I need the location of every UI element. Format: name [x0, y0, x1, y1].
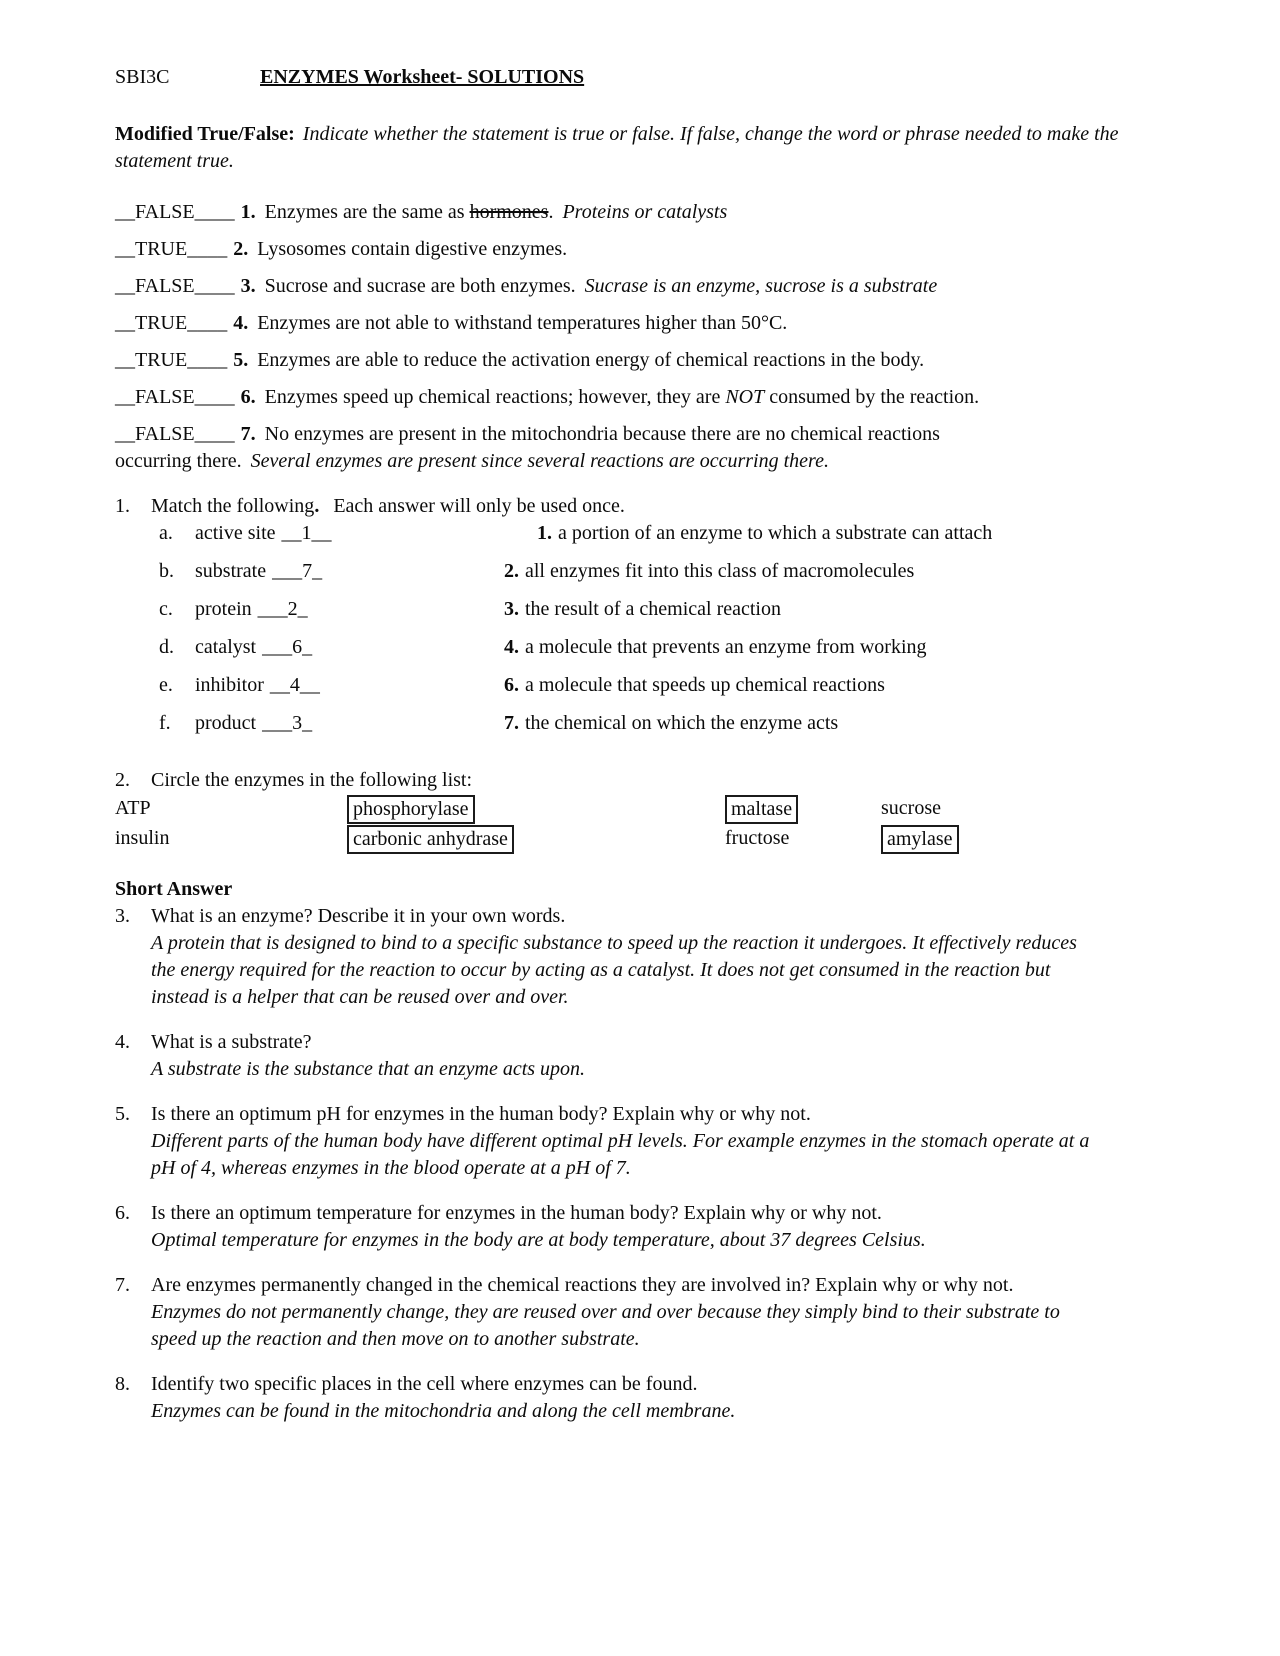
tf-item-6 — [115, 384, 1165, 411]
tf-text-line2: occurring there. — [115, 450, 242, 472]
tf-text: Enzymes speed up chemical reactions; however, they are — [264, 386, 726, 408]
word-insulin: insulin — [115, 827, 170, 849]
answer-text: Different parts of the human body have different optimal pH levels. For example enzymes in the stomach operate at a pH of 4, whereas enzymes in the blood operate at a pH of 7. — [151, 1130, 1090, 1179]
match-row-a — [115, 520, 1232, 547]
question-number: 2. — [115, 769, 130, 791]
match-def-number: 7. — [504, 712, 519, 734]
match-def-text: the chemical on which the enzyme acts — [525, 712, 839, 734]
match-term — [195, 558, 504, 585]
doc-header — [115, 64, 1232, 91]
answer-text: Optimal temperature for enzymes in the body are at body temperature, about 37 degrees Celsius. — [151, 1229, 926, 1251]
answer-text: Enzymes can be found in the mitochondria and along the cell membrane. — [151, 1400, 736, 1422]
short-answer-q6 — [115, 1200, 1232, 1254]
match-definition — [504, 596, 781, 623]
question-row — [115, 903, 1165, 930]
short-answer-q5 — [115, 1101, 1232, 1182]
match-letter: b. — [159, 560, 174, 582]
tf-item-1 — [115, 199, 1165, 226]
tf-text: Enzymes are not able to withstand temperatures higher than 50°C. — [257, 312, 788, 334]
word-maltase-circled: maltase — [725, 795, 798, 824]
question-number: 1. — [115, 495, 130, 517]
question-text: Is there an optimum temperature for enzymes in the human body? Explain why or why not. — [151, 1202, 882, 1224]
tf-answer-blank: __TRUE____ — [115, 349, 228, 371]
question-number: 8. — [115, 1373, 130, 1395]
match-def-number: 6. — [504, 674, 519, 696]
match-definition — [504, 672, 885, 699]
tf-text: Lysosomes contain digestive enzymes. — [257, 238, 568, 260]
match-answer-blank: ___6_ — [262, 636, 313, 658]
tf-correction: Proteins or catalysts — [562, 201, 728, 223]
match-row-c — [115, 596, 1232, 623]
short-answer-q8 — [115, 1371, 1232, 1425]
word-sucrose: sucrose — [881, 797, 941, 819]
tf-text-after: consumed by the reaction. — [764, 386, 980, 408]
page-title: ENZYMES Worksheet- SOLUTIONS — [260, 66, 585, 88]
course-code: SBI3C — [115, 66, 170, 88]
match-row-e — [115, 672, 1232, 699]
tf-answer-blank: __TRUE____ — [115, 238, 228, 260]
truefalse-intro — [115, 121, 1170, 175]
match-answer-blank: ___3_ — [262, 712, 313, 734]
tf-item-2 — [115, 236, 1165, 263]
match-def-text: a molecule that speeds up chemical reactions — [525, 674, 885, 696]
match-term-text: inhibitor — [195, 674, 264, 696]
word-phosphorylase-circled: phosphorylase — [347, 795, 475, 824]
tf-answer-blank: __FALSE____ — [115, 386, 235, 408]
match-answer-blank: ___2_ — [257, 598, 308, 620]
answer-text: Enzymes do not permanently change, they are reused over and over because they simply bind to their substrate to speed up the reaction and then move on to another substrate. — [151, 1301, 1060, 1350]
match-row-f — [115, 710, 1232, 737]
tf-text-after: . — [548, 201, 554, 223]
circle-prompt-row — [115, 767, 1232, 794]
match-letter: a. — [159, 522, 173, 544]
tf-struck-word: hormones — [469, 201, 549, 223]
question-text: What is an enzyme? Describe it in your own words. — [151, 905, 566, 927]
circle-section — [115, 767, 1232, 854]
matching-section — [115, 493, 1232, 737]
tf-item-4 — [115, 310, 1165, 337]
match-term — [195, 710, 504, 737]
tf-emphasis-word: NOT — [725, 386, 765, 408]
tf-text: Enzymes are the same as — [264, 201, 470, 223]
question-number: 6. — [115, 1202, 130, 1224]
word-atp: ATP — [115, 797, 151, 819]
match-def-text: a molecule that prevents an enzyme from working — [525, 636, 927, 658]
word-phosphorylase-cell — [347, 794, 725, 824]
tf-correction: Several enzymes are present since several reactions are occurring there. — [250, 450, 829, 472]
tf-number: 7. — [240, 423, 256, 445]
tf-number: 6. — [240, 386, 256, 408]
truefalse-instructions: Indicate whether the statement is true or false. If false, change the word or phrase needed to make the statement true. — [115, 123, 1119, 172]
question-number: 5. — [115, 1103, 130, 1125]
tf-item-3 — [115, 273, 1165, 300]
match-definition — [504, 558, 914, 585]
match-answer-blank: __4__ — [269, 674, 320, 696]
word-amylase-cell — [881, 824, 959, 854]
tf-answer-blank: __FALSE____ — [115, 423, 235, 445]
question-row — [115, 1272, 1165, 1299]
match-term-text: protein — [195, 598, 252, 620]
match-def-text: a portion of an enzyme to which a substrate can attach — [558, 522, 993, 544]
tf-text: Sucrose and sucrase are both enzymes. — [264, 275, 576, 297]
word-amylase-circled: amylase — [881, 825, 959, 854]
tf-text: No enzymes are present in the mitochondria because there are no chemical reactions — [264, 423, 940, 445]
word-row-1 — [115, 794, 1232, 824]
question-row — [115, 1029, 1165, 1056]
question-text: Identify two specific places in the cell where enzymes can be found. — [151, 1373, 698, 1395]
question-number: 7. — [115, 1274, 130, 1296]
match-term — [195, 634, 504, 661]
match-def-text: all enzymes fit into this class of macromolecules — [525, 560, 915, 582]
match-answer-blank: ___7_ — [272, 560, 323, 582]
short-answer-q4 — [115, 1029, 1232, 1083]
matching-prompt-text: Match the following — [151, 495, 315, 517]
match-definition — [504, 634, 927, 661]
tf-item-5 — [115, 347, 1165, 374]
match-def-number: 2. — [504, 560, 519, 582]
tf-correction: Sucrase is an enzyme, sucrose is a substrate — [584, 275, 938, 297]
match-term — [195, 672, 504, 699]
matching-prompt — [151, 493, 625, 520]
tf-number: 2. — [233, 238, 249, 260]
match-def-text: the result of a chemical reaction — [525, 598, 781, 620]
match-def-number: 4. — [504, 636, 519, 658]
short-answer-q3 — [115, 903, 1232, 1011]
tf-number: 1. — [240, 201, 256, 223]
question-row — [115, 1101, 1165, 1128]
short-answer-q7 — [115, 1272, 1232, 1353]
word-carbonic-anhydrase-circled: carbonic anhydrase — [347, 825, 514, 854]
match-letter: e. — [159, 674, 173, 696]
match-term-text: active site — [195, 522, 276, 544]
tf-answer-blank: __FALSE____ — [115, 275, 235, 297]
question-number: 3. — [115, 905, 130, 927]
word-maltase-cell — [725, 794, 881, 824]
word-row-2 — [115, 824, 1232, 854]
question-number: 4. — [115, 1031, 130, 1053]
tf-answer-blank: __TRUE____ — [115, 312, 228, 334]
match-letter: f. — [159, 712, 171, 734]
tf-answer-blank: __FALSE____ — [115, 201, 235, 223]
match-def-number: 1. — [537, 522, 552, 544]
tf-item-7 — [115, 421, 1165, 475]
match-answer-blank: __1__ — [281, 522, 332, 544]
word-carbonic-anhydrase-cell — [347, 824, 725, 854]
match-term-text: product — [195, 712, 257, 734]
matching-prompt-dot: . — [314, 495, 320, 517]
tf-text: Enzymes are able to reduce the activation energy of chemical reactions in the body. — [257, 349, 925, 371]
question-text: What is a substrate? — [151, 1031, 312, 1053]
match-term-text: catalyst — [195, 636, 257, 658]
match-term — [195, 596, 504, 623]
matching-prompt-row — [115, 493, 1232, 520]
match-letter: d. — [159, 636, 174, 658]
match-row-b — [115, 558, 1232, 585]
word-fructose: fructose — [725, 827, 790, 849]
question-row — [115, 1200, 1165, 1227]
truefalse-heading: Modified True/False: — [115, 123, 295, 145]
answer-text: A protein that is designed to bind to a specific substance to speed up the reaction it undergoes. It effectively reduces the energy required for the reaction to occur by acting as a catalyst. It does not get consumed in the reaction but instead is a helper that can be reused over and over. — [151, 932, 1077, 1008]
match-row-d — [115, 634, 1232, 661]
question-text: Is there an optimum pH for enzymes in the human body? Explain why or why not. — [151, 1103, 811, 1125]
circle-prompt: Circle the enzymes in the following list: — [151, 769, 473, 791]
match-definition — [537, 520, 992, 547]
match-definition — [504, 710, 838, 737]
short-answer-heading: Short Answer — [115, 878, 233, 900]
answer-text: A substrate is the substance that an enzyme acts upon. — [151, 1058, 586, 1080]
match-term — [195, 520, 504, 547]
tf-number: 3. — [240, 275, 256, 297]
matching-prompt2-text: Each answer will only be used once. — [333, 495, 625, 517]
tf-number: 4. — [233, 312, 249, 334]
question-text: Are enzymes permanently changed in the chemical reactions they are involved in? Explain why or why not. — [151, 1274, 1014, 1296]
match-letter: c. — [159, 598, 173, 620]
match-term-text: substrate — [195, 560, 267, 582]
match-def-number: 3. — [504, 598, 519, 620]
question-row — [115, 1371, 1165, 1398]
tf-number: 5. — [233, 349, 249, 371]
